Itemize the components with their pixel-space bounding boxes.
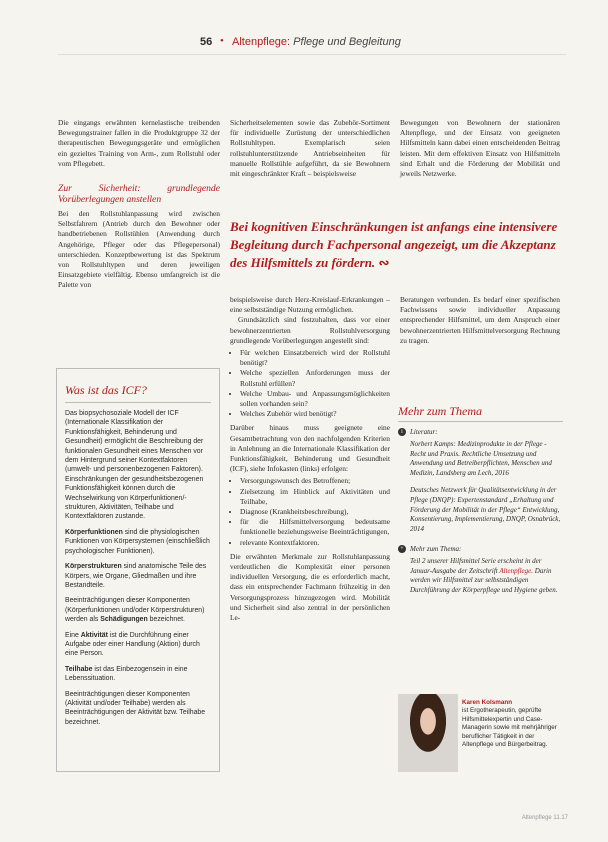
icf-box-rule	[65, 402, 211, 403]
icf-term: Aktivität	[80, 631, 108, 639]
icf-p6	[65, 665, 211, 684]
icf-box-body	[65, 409, 211, 727]
series-text: . Darin werden wir Hilfsmittel zur selbstständigen Durchführung der Körperpflege und Hygiene geben.	[410, 566, 558, 595]
author-bio	[462, 699, 562, 749]
literature-block	[398, 428, 562, 603]
col3-paragraph: Beratungen verbunden. Es bedarf einer spezifischen Fachwissens sowie individueller Anpassung entsprechender Hilfsmittel, um dem Anspruch einer bewohnerzentrierten Hilfsmittelversorgung Rechnung zu tragen.	[400, 295, 560, 345]
literature-item: Deutsches Netzwerk für Qualitätsentwicklung in der Pflege (DNQP): Expertenstandard „Erhaltung und Förderung der Mobilität in der Pflege“ Entwicklung, Konsentierung, Implementierung, DNQP, Osnabrück, 2014	[410, 485, 561, 534]
header-section: Altenpflege: Pflege und Begleitung	[232, 36, 401, 48]
header-rule	[58, 54, 566, 55]
column-2	[230, 295, 390, 623]
series-note	[398, 557, 562, 596]
pull-quote	[230, 218, 560, 272]
list-item: • Welche Umbau- und Anpassungsmöglichkeiten sollen vorhanden sein?	[240, 389, 390, 409]
literature-label: Literatur:	[410, 428, 438, 436]
icf-text: sind die physiologischen Funktionen von Körpersystemen (einschließlich psychologischer Funktionen).	[65, 528, 210, 555]
series-magazine-name: Altenpflege	[499, 566, 532, 575]
col2-criteria-list	[230, 476, 390, 547]
icf-box-title: Was ist das ICF?	[65, 383, 147, 397]
list-item: • relevante Kontextfaktoren.	[240, 538, 390, 548]
list-item: • Welche speziellen Anforderungen muss der Rollstuhl erfüllen?	[240, 368, 390, 388]
icf-term: Körperfunktionen	[65, 528, 123, 536]
author-name: Karen Kolsmann	[462, 699, 513, 706]
info-marker-icon: i	[398, 428, 406, 436]
header-separator: •	[220, 35, 224, 47]
list-item: • Versorgungswunsch des Betroffenen;	[240, 476, 390, 486]
list-item: • Für welchen Einsatzbereich wird der Rollstuhl benötigt?	[240, 348, 390, 368]
col2-para1: beispielsweise durch Herz-Kreislauf-Erkrankungen – eine selbstständige Nutzung ermöglichen.	[230, 295, 390, 315]
list-item: • Welches Zubehör wird benötigt?	[240, 409, 390, 419]
pull-quote-text: Bei kognitiven Einschränkungen ist anfangs eine intensivere Begleitung durch Fachpersonal angezeigt, um die Akzeptanz des Hilfsmittels zu fördern.	[230, 219, 558, 270]
icf-p3	[65, 562, 211, 590]
icf-p5	[65, 631, 211, 659]
col2-para2: Grundsätzlich sind festzuhalten, dass vor einer bewohnerzentrierten Rollstuhlversorgung grundlegende Vorüberlegungen angestellt sind:	[230, 315, 390, 345]
column-3-top	[400, 118, 560, 179]
literature-item: Norbert Kamps: Medizinprodukte in der Pflege - Recht und Praxis. Rechtliche Umsetzung und Anwendung und Betreiberpflichten, Menschen und Medizin, Landsberg am Lech, 2016	[410, 439, 552, 478]
wave-ornament-icon: ∾	[378, 255, 390, 270]
icf-text: sind anatomische Teile des Körpers, wie Organe, Gliedmaßen und ihre Bestandteile.	[65, 563, 207, 589]
header-subtitle: Pflege und Begleitung	[293, 36, 401, 48]
page-number: 56	[200, 36, 213, 48]
list-item: • Zielsetzung im Hinblick auf Aktivitäten und Teilhabe,	[240, 487, 390, 507]
header-section-name: Altenpflege	[232, 36, 288, 48]
icf-p4	[65, 596, 211, 624]
col1-subheading: Zur Sicherheit: grundlegende Vorüberlegungen anstellen	[58, 183, 220, 206]
icf-text: Beeinträchtigungen dieser Komponenten (Körperfunktionen und/oder Körperstrukturen) werden als	[65, 597, 205, 624]
column-2-top	[230, 118, 390, 179]
icf-text: ist die Durchführung einer Aufgabe oder einer Handlung (Aktion) durch eine Person.	[65, 631, 200, 658]
mehr-zum-thema-title: Mehr zum Thema	[398, 404, 482, 418]
icf-text: bezeichnet.	[147, 616, 185, 624]
col2-para3: Darüber hinaus muss geeignete eine Gesamtbetrachtung von den nachfolgenden Kriterien in Anlehnung an die Internationale Klassifikation der Funktionsfähigkeit, Behinderung und Gesundheit (ICF), siehe Infokasten (links) erfolgen:	[230, 423, 390, 474]
author-description: ist Ergotherapeutin, geprüfte Hilfsmittelexpertin und Case-Managerin sowie mit mehrjähriger beruflicher Tätigkeit in der Altenpflege und Bürgerbeitrag.	[462, 707, 557, 749]
icf-info-box	[56, 368, 220, 772]
icf-text: ist das Einbezogensein in eine Lebenssituation.	[65, 665, 188, 683]
col1-paragraph: Bei den Rollstuhlanpassung wird zwischen Selbstfahrern (Antrieb durch den Bewohner oder handbetriebenen Rollstühlen (Anwendung durch Angehörige, Pfleger oder das Pflegepersonal) unterschieden. Konzeptbewertung ist das Spektrum von Rollstuhltypen und deren jeweiligen Einsatzgebiete vielfältig. Ebenso umfangreich ist die Palette von	[58, 209, 220, 290]
column-3	[400, 295, 560, 346]
icf-term: Körperstrukturen	[65, 563, 122, 571]
icf-text: Eine	[65, 631, 81, 639]
col2-top-paragraph: Sicherheitselementen sowie das Zubehör-Sortiment für individuelle Zurüstung der unterschiedlichen Rollstuhltypen. Exemplarisch seien rollstuhlunterstützende Antriebseinheiten für manuelle Rollstühle aufgeführt, da sie Bewohnern mit eingeschränkter Kraft – beispielsweise	[230, 118, 390, 179]
col2-question-list	[230, 348, 390, 419]
icf-term: Teilhabe	[65, 665, 93, 673]
icf-p7: Beeinträchtigungen dieser Komponenten (Aktivität und/oder Teilhabe) werden als Beeinträchtigungen der Aktivität bzw. Teilhabe bezeichnet.	[65, 690, 206, 726]
list-item: • für die Hilfsmittelversorgung bedeutsame funktionelle beziehungsweise Beeinträchtigungen,	[240, 517, 390, 537]
plus-marker-icon: +	[398, 545, 406, 553]
series-label-line	[398, 545, 562, 555]
running-header	[0, 36, 608, 50]
col1-intro: Die eingangs erwähnten kernelastische treibenden Bewegungstrainer fallen in die Produktgruppe 32 der therapeutischen Bewegungsgeräte und ermöglichen ein gezieltes Training von Arm-, zum Rollstuhl oder vom Pflegebett.	[58, 118, 220, 168]
icf-term: Schädigungen	[100, 616, 148, 624]
author-photo	[398, 694, 458, 772]
series-label: Mehr zum Thema:	[410, 544, 462, 553]
col3-top-paragraph: Bewegungen von Bewohnern der stationären Altenpflege, und der Einsatz von geeigneten Hilfsmitteln kann dabei einen entscheidenden Beitrag leisten. Mit dem effektiven Einsatz von Hilfsmitteln sind Erhalt und die Förderung der Mobilität und jeweils Netzwerke.	[400, 118, 560, 179]
col2-para4: Die erwähnten Merkmale zur Rollstuhlanpassung verdeutlichen die Komplexität einer personen individuellen Versorgung, die es erforderlich macht, dass ein entsprechender Fachmann frühzeitig in den Versorgungsprozess hinzugezogen wird. Mobilität und Sicherheit sind also zentral in der persönlichen Le-	[230, 551, 390, 623]
mehr-rule	[398, 421, 563, 422]
column-1	[58, 118, 220, 291]
literature-label-line	[398, 428, 562, 438]
icf-p1: Das biopsychosoziale Modell der ICF (Internationale Klassifikation der Funktionsfähigkeit, Behinderung und Gesundheit) ermöglicht die Beschreibung der funktionalen Gesundheit eines Menschen vor dem Hintergrund seiner Kontextfaktoren (umwelt- und personenbezogenen Faktoren). Einschränkungen der gesundheitsbezogenen Funktionsfähigkeit können durch die Wechselwirkung von Körperfunktionen/-strukturen, Aktivitäten, Teilhabe und Kontextfaktoren zustande.	[65, 410, 204, 521]
series-text: Teil 2 unserer Hilfsmittel Serie erscheint in der Januar-Ausgabe der Zeitschrift	[410, 556, 542, 575]
page-footer: Altenpflege 11.17	[521, 815, 568, 821]
icf-p2	[65, 528, 211, 556]
list-item: • Diagnose (Krankheitsbeschreibung),	[240, 507, 390, 517]
